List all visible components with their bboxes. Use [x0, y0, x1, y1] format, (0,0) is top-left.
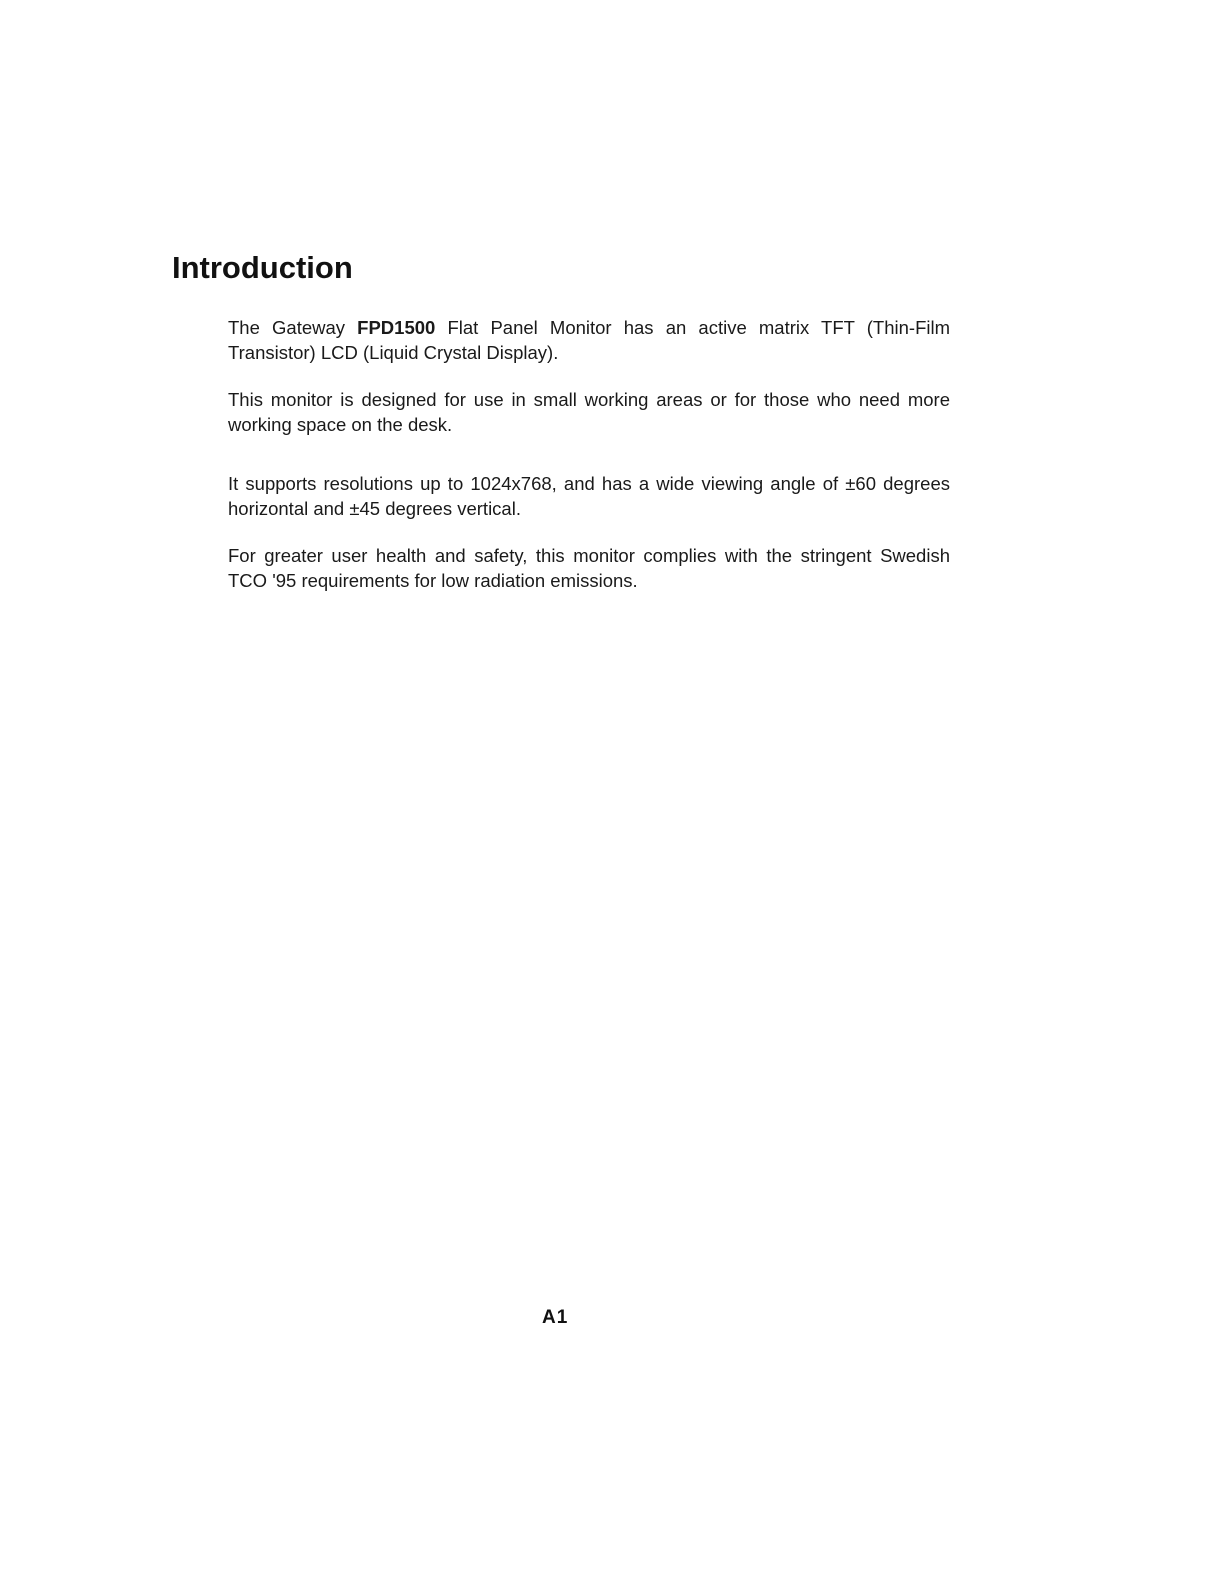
paragraph-intro-suffix: Flat Panel Monitor has an active matrix TFT (Thin-Film Transistor) LCD (Liquid Crystal Display). — [228, 317, 950, 363]
paragraph-safety: For greater user health and safety, this monitor complies with the stringent Swedish TCO '95 requirements for low radiation emissions. — [228, 545, 950, 591]
model-name: FPD1500 — [357, 317, 436, 338]
paragraph-intro-prefix: The Gateway — [228, 317, 358, 338]
section-heading: Introduction — [172, 250, 353, 285]
paragraph-intro — [228, 315, 950, 365]
page-number: A1 — [542, 1307, 569, 1328]
paragraph-usage: This monitor is designed for use in small working areas or for those who need more working space on the desk. — [228, 389, 950, 435]
paragraph-resolution: It supports resolutions up to 1024x768, and has a wide viewing angle of ±60 degrees horizontal and ±45 degrees vertical. — [228, 473, 950, 519]
body-text — [228, 315, 950, 615]
